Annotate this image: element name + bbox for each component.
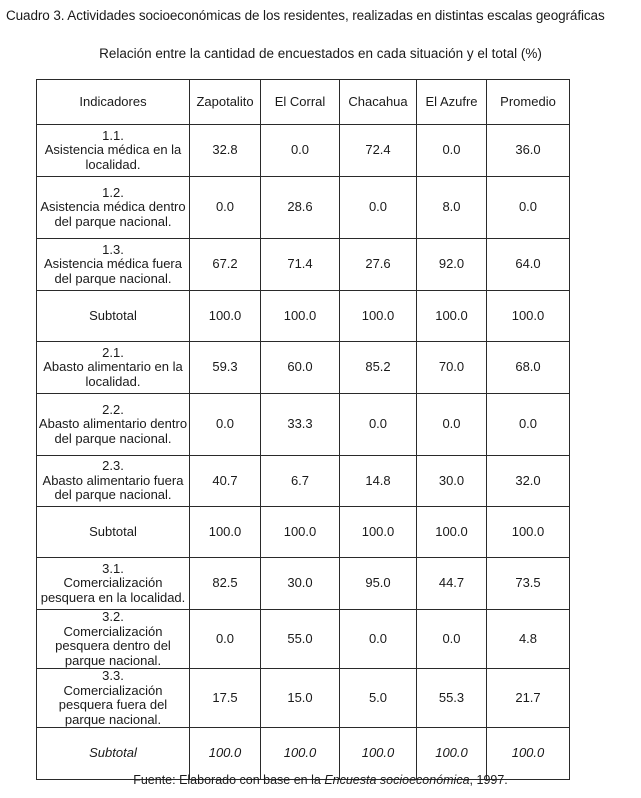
indicator-number: 2.1.: [102, 344, 124, 360]
table-row: [37, 394, 570, 456]
value-cell: 95.0: [340, 558, 417, 610]
indicator-number: 2.2.: [102, 401, 124, 417]
value-cell: 5.0: [340, 669, 417, 728]
value-cell: 0.0: [190, 177, 261, 239]
value-cell: 14.8: [340, 456, 417, 507]
value-cell: 71.4: [261, 239, 340, 291]
indicator-label: Abasto alimentario dentro del parque nacional.: [38, 416, 188, 446]
value-cell: 17.5: [190, 669, 261, 728]
header-chacahua: Chacahua: [340, 80, 417, 125]
indicator-cell: [37, 728, 190, 780]
indicator-cell: [37, 342, 190, 394]
value-cell: 64.0: [487, 239, 570, 291]
subtotal-row: [37, 291, 570, 342]
table-row: [37, 558, 570, 610]
value-cell: 0.0: [340, 610, 417, 669]
value-cell: 55.0: [261, 610, 340, 669]
indicator-label: Asistencia médica en la localidad.: [44, 142, 182, 172]
value-cell: 36.0: [487, 125, 570, 177]
value-cell: 100.0: [340, 728, 417, 780]
indicator-number: 3.1.: [102, 560, 124, 576]
indicator-number: 1.3.: [102, 241, 124, 257]
data-table: [36, 79, 570, 780]
indicator-label: Abasto alimentario en la localidad.: [43, 359, 183, 389]
indicator-cell: [37, 669, 190, 728]
subtotal-row: [37, 507, 570, 558]
indicator-cell: [37, 177, 190, 239]
indicator-label: Comercialización pesquera fuera del parque nacional.: [58, 682, 168, 727]
indicator-number: 1.1.: [102, 127, 124, 143]
value-cell: 4.8: [487, 610, 570, 669]
source-suffix: , 1997.: [469, 773, 508, 787]
indicator-cell: [37, 610, 190, 669]
table-row: [37, 177, 570, 239]
value-cell: 15.0: [261, 669, 340, 728]
table-row: [37, 669, 570, 728]
value-cell: 8.0: [417, 177, 487, 239]
indicator-label: Subtotal: [89, 523, 137, 539]
value-cell: 100.0: [190, 291, 261, 342]
table-subtitle: Relación entre la cantidad de encuestados en cada situación y el total (%): [99, 46, 542, 61]
value-cell: 32.8: [190, 125, 261, 177]
indicator-cell: [37, 456, 190, 507]
table-caption: Cuadro 3. Actividades socioeconómicas de los residentes, realizadas en distintas escalas geográficas: [6, 8, 605, 23]
indicator-cell: [37, 239, 190, 291]
indicator-label: Subtotal: [89, 307, 137, 323]
indicator-label: Asistencia médica dentro del parque nacional.: [40, 199, 186, 229]
value-cell: 100.0: [487, 507, 570, 558]
value-cell: 0.0: [340, 394, 417, 456]
table-row: [37, 125, 570, 177]
value-cell: 55.3: [417, 669, 487, 728]
value-cell: 100.0: [417, 291, 487, 342]
value-cell: 100.0: [190, 728, 261, 780]
indicator-label: Comercialización pesquera dentro del parque nacional.: [55, 623, 171, 668]
header-indicadores: Indicadores: [37, 80, 190, 125]
indicator-cell: [37, 507, 190, 558]
value-cell: 0.0: [487, 177, 570, 239]
value-cell: 100.0: [190, 507, 261, 558]
value-cell: 30.0: [417, 456, 487, 507]
value-cell: 40.7: [190, 456, 261, 507]
value-cell: 100.0: [261, 507, 340, 558]
indicator-number: 1.2.: [102, 184, 124, 200]
value-cell: 100.0: [261, 291, 340, 342]
indicator-label: Comercialización pesquera en la localidad.: [40, 575, 186, 605]
value-cell: 100.0: [261, 728, 340, 780]
header-zapotalito: Zapotalito: [190, 80, 261, 125]
source-italic: Encuesta socioeconómica: [324, 773, 470, 787]
value-cell: 21.7: [487, 669, 570, 728]
value-cell: 100.0: [340, 507, 417, 558]
value-cell: 32.0: [487, 456, 570, 507]
value-cell: 30.0: [261, 558, 340, 610]
header-row: [37, 80, 570, 125]
indicator-cell: [37, 291, 190, 342]
value-cell: 92.0: [417, 239, 487, 291]
indicator-number: 3.2.: [102, 609, 124, 624]
indicator-label: Asistencia médica fuera del parque nacional.: [43, 256, 182, 286]
header-el-azufre: El Azufre: [417, 80, 487, 125]
value-cell: 100.0: [417, 507, 487, 558]
value-cell: 6.7: [261, 456, 340, 507]
value-cell: 0.0: [487, 394, 570, 456]
value-cell: 60.0: [261, 342, 340, 394]
value-cell: 100.0: [487, 728, 570, 780]
value-cell: 73.5: [487, 558, 570, 610]
header-el-corral: El Corral: [261, 80, 340, 125]
indicator-cell: [37, 394, 190, 456]
value-cell: 0.0: [261, 125, 340, 177]
indicator-number: 2.3.: [102, 458, 124, 474]
table-row: [37, 342, 570, 394]
source-prefix: Fuente: Elaborado con base en la: [133, 773, 325, 787]
value-cell: 85.2: [340, 342, 417, 394]
value-cell: 44.7: [417, 558, 487, 610]
value-cell: 0.0: [417, 610, 487, 669]
value-cell: 0.0: [190, 394, 261, 456]
value-cell: 82.5: [190, 558, 261, 610]
indicator-cell: [37, 558, 190, 610]
value-cell: 67.2: [190, 239, 261, 291]
table-row: [37, 239, 570, 291]
indicator-cell: [37, 125, 190, 177]
value-cell: 0.0: [190, 610, 261, 669]
indicator-label: Subtotal: [89, 745, 137, 761]
value-cell: 27.6: [340, 239, 417, 291]
value-cell: 100.0: [417, 728, 487, 780]
value-cell: 70.0: [417, 342, 487, 394]
value-cell: 0.0: [340, 177, 417, 239]
value-cell: 72.4: [340, 125, 417, 177]
indicator-label: Abasto alimentario fuera del parque nacional.: [42, 472, 184, 503]
value-cell: 59.3: [190, 342, 261, 394]
value-cell: 33.3: [261, 394, 340, 456]
indicator-number: 3.3.: [102, 668, 124, 683]
value-cell: 100.0: [340, 291, 417, 342]
value-cell: 100.0: [487, 291, 570, 342]
table-row: [37, 610, 570, 669]
value-cell: 68.0: [487, 342, 570, 394]
value-cell: 0.0: [417, 394, 487, 456]
header-promedio: Promedio: [487, 80, 570, 125]
value-cell: 28.6: [261, 177, 340, 239]
table-row: [37, 456, 570, 507]
value-cell: 0.0: [417, 125, 487, 177]
source-note: [0, 773, 641, 787]
subtotal-row: [37, 728, 570, 780]
